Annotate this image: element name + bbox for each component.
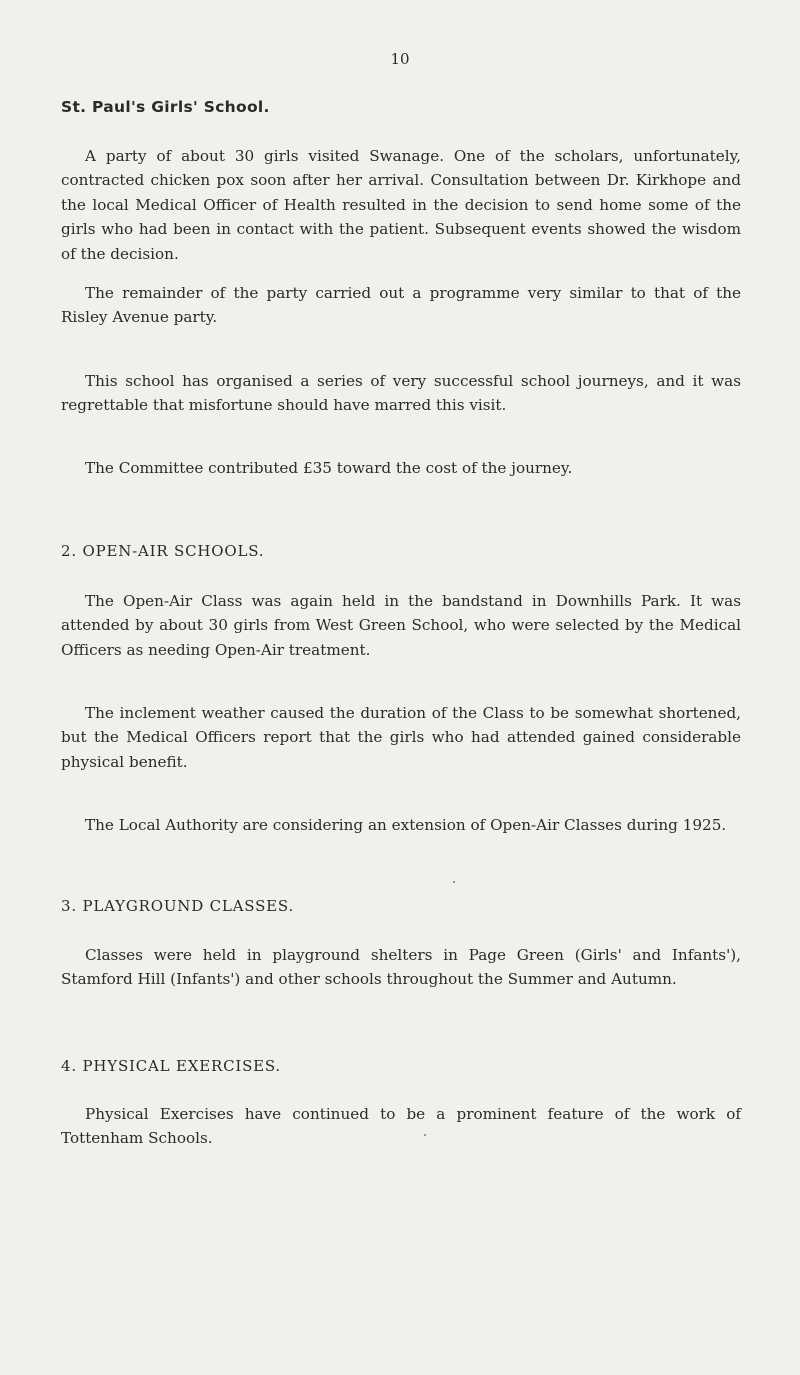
paragraph-playground-shelters: Classes were held in playground shelters in Page Green (Girls' and Infants'), Stamford Hill (Infants') and other schools throughout the Summer and Autumn. — [61, 946, 741, 989]
paragraph-local-authority: The Local Authority are considering an extension of Open-Air Classes during 1925. — [85, 816, 727, 834]
paragraph-inclement-weather: The inclement weather caused the duration of the Class to be somewhat shortened, but the Medical Officers report that the girls who had attended gained considerable physical benefit. — [61, 704, 741, 771]
page-number: 10 — [390, 50, 410, 68]
paragraph-committee-contribution: The Committee contributed £35 toward the cost of the journey. — [85, 459, 573, 477]
school-heading: St. Paul's Girls' School. — [61, 98, 270, 116]
paragraph-open-air-class: The Open-Air Class was again held in the bandstand in Downhills Park. It was attended by about 30 girls from West Green School, who were selected by the Medical Officers as needing Open-Air treatment. — [61, 592, 741, 659]
section-heading-open-air-schools: 2. OPEN-AIR SCHOOLS. — [61, 542, 265, 560]
paragraph-school-journeys: This school has organised a series of very successful school journeys, and it was regrettable that misfortune should have marred this visit. — [61, 372, 741, 415]
section-heading-playground-classes: 3. PLAYGROUND CLASSES. — [61, 897, 295, 915]
paragraph-party-remainder: The remainder of the party carried out a programme very similar to that of the Risley Avenue party. — [61, 284, 741, 327]
speck-mark — [453, 881, 455, 883]
section-heading-physical-exercises: 4. PHYSICAL EXERCISES. — [61, 1057, 282, 1075]
speck-mark — [424, 1134, 426, 1136]
paragraph-swanage-visit: A party of about 30 girls visited Swanage. One of the scholars, unfortunately, contracted chicken pox soon after her arrival. Consultation between Dr. Kirkhope and the local Medical Officer of Health resulted in the decision to send home some of the girls who had been in contact with the patient. Subsequent events showed the wisdom of the decision. — [61, 147, 741, 263]
paragraph-physical-exercises: Physical Exercises have continued to be a prominent feature of the work of Tottenham Schools. — [61, 1105, 741, 1148]
